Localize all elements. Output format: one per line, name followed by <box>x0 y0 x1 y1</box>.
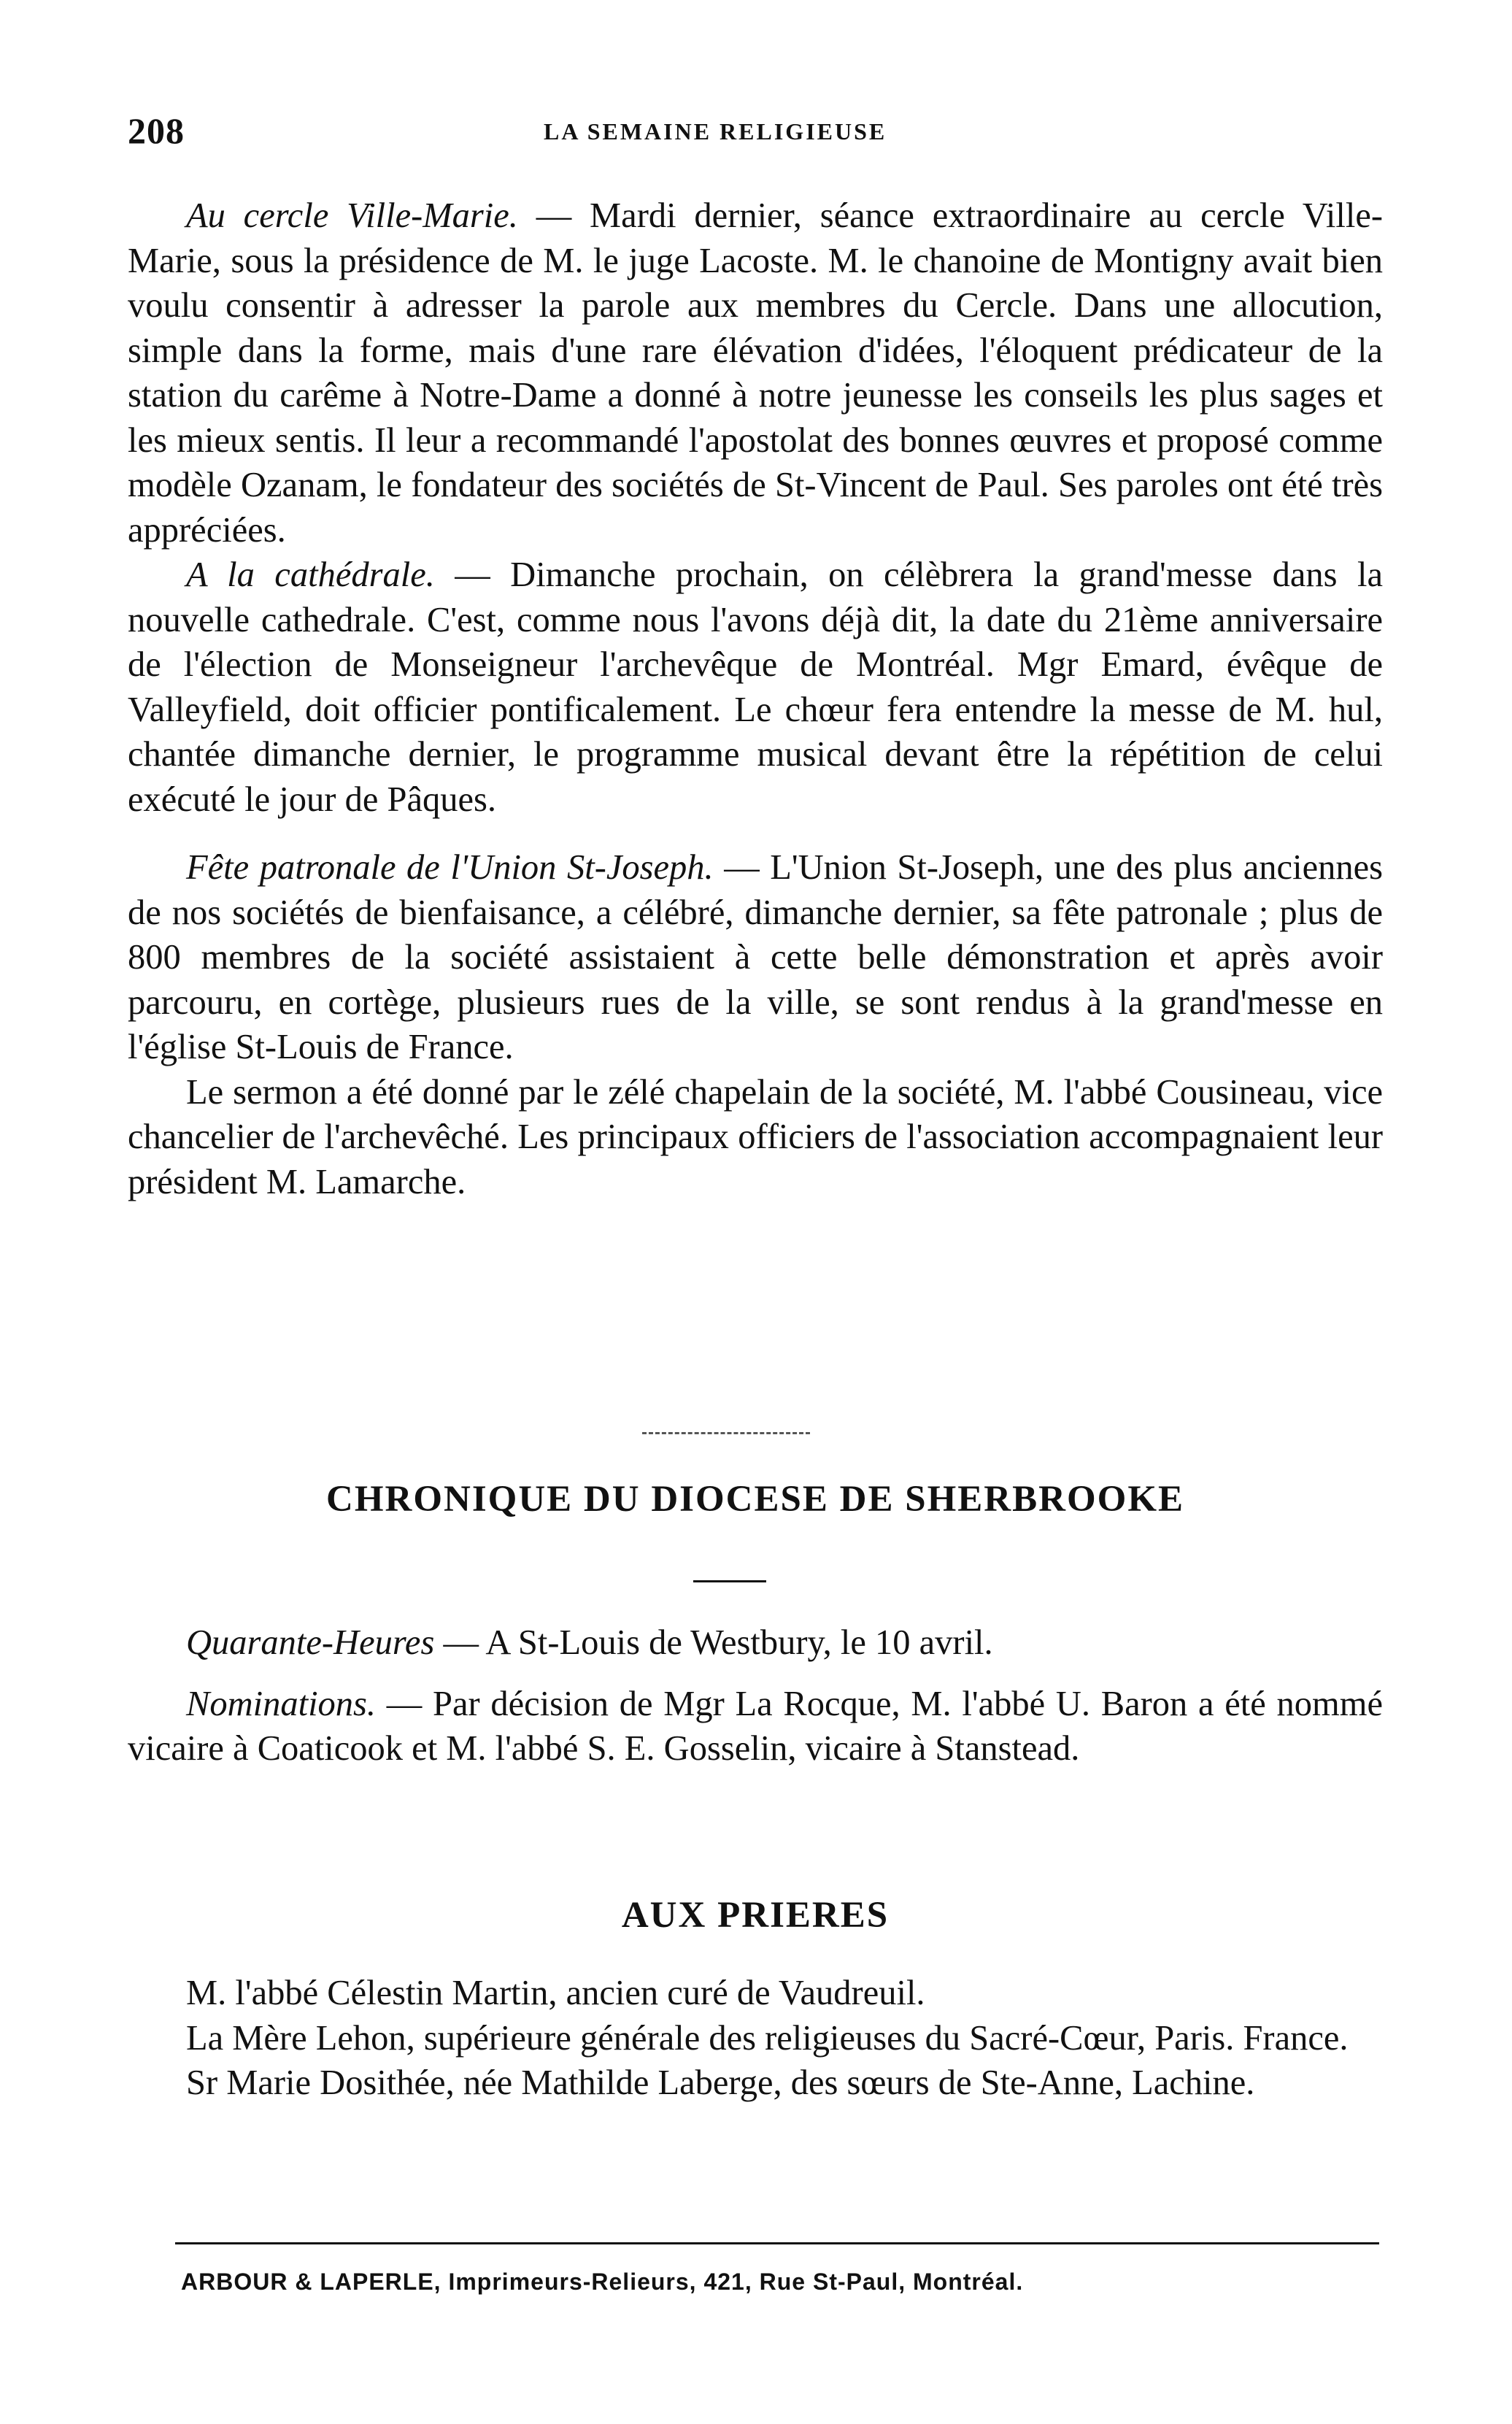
paragraph-lead: A la cathédrale. <box>186 555 435 594</box>
paragraph-lead: Fête patronale de l'Union St-Joseph. <box>186 848 714 887</box>
paragraph-body: — L'Union St-Joseph, une des plus anciennes de nos sociétés de bienfaisance, a célébré, dimanche dernier, sa fête patronale ; plus de 800 membres de la société assistaient à cette belle démonstration et après avoir parcouru, en cortège, plusieurs rues de la ville, se sont rendus à la grand'messe en l'église St-Louis de France. <box>128 848 1383 1066</box>
paragraph-body: — Par décision de Mgr La Rocque, M. l'abbé U. Baron a été nommé vicaire à Coaticook et M. l'abbé S. E. Gosselin, vicaire à Stanstead. <box>128 1684 1383 1768</box>
prayer-item: M. l'abbé Célestin Martin, ancien curé de Vaudreuil. <box>186 1974 925 2012</box>
paragraph-sermon <box>128 1070 1383 1205</box>
paragraph-cercle-ville-marie <box>128 193 1383 553</box>
section-divider <box>642 1432 810 1434</box>
paragraph-lead: Nominations. <box>186 1684 377 1723</box>
paragraph-body: — Mardi dernier, séance extraordinaire au cercle Ville-Marie, sous la présidence de M. le juge Lacoste. M. le chanoine de Montigny avait bien voulu consentir à adresser la parole aux membres du Cercle. Dans une allocution, simple dans la forme, mais d'une rare élévation d'idées, l'éloquent prédicateur de la station du carême à Notre-Dame a donné à notre jeunesse les conseils les plus sages et les mieux sentis. Il leur a recommandé l'apostolat des bonnes œuvres et proposé comme modèle Ozanam, le fondateur des sociétés de St-Vincent de Paul. Ses paroles ont été très appréciées. <box>128 196 1384 550</box>
paragraph-lead: Quarante-Heures <box>186 1623 435 1662</box>
paragraph-body: — Dimanche prochain, on célèbrera la grand'messe dans la nouvelle cathedrale. C'est, comme nous l'avons déjà dit, la date du 21ème anniversaire de l'élection de Monseigneur l'archevêque de Montréal. Mgr Emard, évêque de Valleyfield, doit officier pontificalement. Le chœur fera entendre la messe de M. hul, chantée dimanche dernier, le programme musical devant être la répétition de celui exécuté le jour de Pâques. <box>128 555 1383 819</box>
paragraph-union-st-joseph <box>128 845 1383 1070</box>
section-sherbrooke <box>128 1620 1383 1788</box>
printer-imprint: ARBOUR & LAPERLE, Imprimeurs-Relieurs, 421, Rue St-Paul, Montréal. <box>181 2269 1024 2295</box>
paragraph-nominations <box>128 1682 1383 1771</box>
footer-rule <box>175 2242 1379 2244</box>
page-number: 208 <box>128 110 185 151</box>
paragraph-cathedrale <box>128 553 1383 822</box>
paragraph-quarante-heures <box>128 1620 1383 1666</box>
main-text <box>128 193 1383 1204</box>
paragraph-lead: Au cercle Ville-Marie. <box>186 196 518 235</box>
paragraph-body: — A St-Louis de Westbury, le 10 avril. <box>434 1623 993 1662</box>
section-title-sherbrooke: CHRONIQUE DU DIOCESE DE SHERBROOKE <box>325 1479 1185 1520</box>
section-rule <box>693 1580 766 1582</box>
section-title-prieres: AUX PRIERES <box>621 1895 890 1936</box>
prayer-item: La Mère Lehon, supérieure générale des religieuses du Sacré-Cœur, Paris. France. <box>186 2018 1349 2058</box>
page-header <box>128 109 1383 153</box>
running-title: LA SEMAINE RELIGIEUSE <box>544 118 887 145</box>
paragraph-body: Le sermon a été donné par le zélé chapelain de la société, M. l'abbé Cousineau, vice chancelier de l'archevêché. Les principaux officiers de l'association accompagnaient leur président M. Lamarche. <box>128 1072 1383 1201</box>
prayer-item: Sr Marie Dosithée, née Mathilde Laberge, des sœurs de Ste-Anne, Lachine. <box>186 2063 1255 2102</box>
section-prieres <box>128 1971 1383 2106</box>
